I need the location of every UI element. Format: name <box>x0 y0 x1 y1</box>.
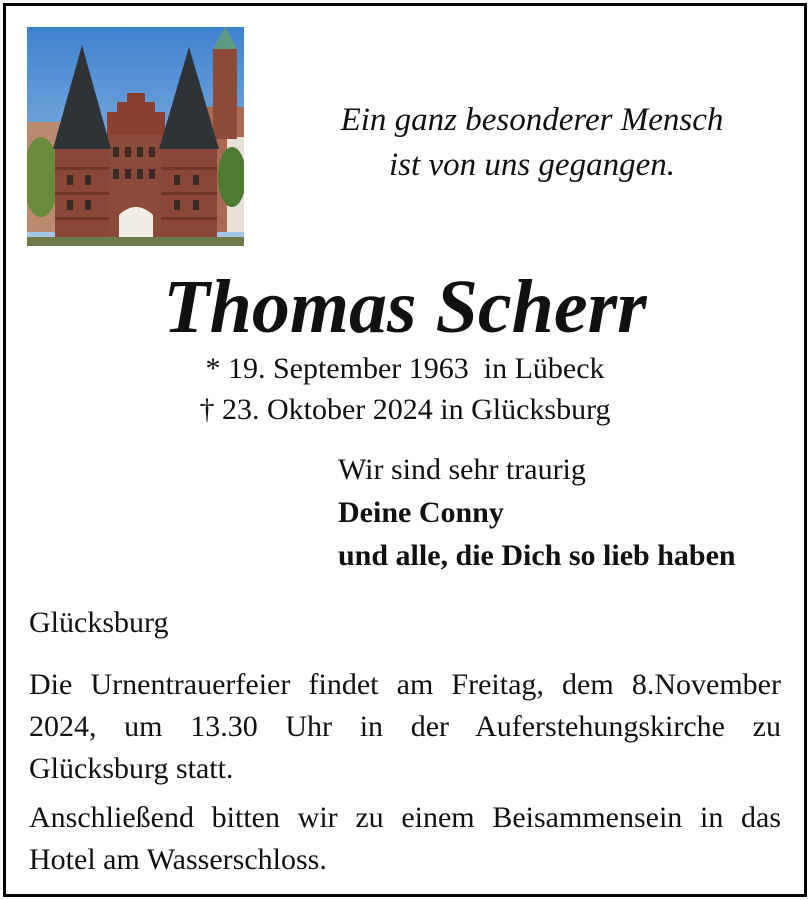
motto-line-1: Ein ganz besonderer Mensch <box>340 102 724 138</box>
signoff-line-3: und alle, die Dich so lieb haben <box>338 539 736 572</box>
mourners-signoff <box>338 448 736 577</box>
birth-date: * 19. September 1963 in Lübeck <box>205 352 605 385</box>
holstentor-photo <box>27 27 244 246</box>
place-of-residence: Glücksburg <box>29 606 169 639</box>
life-dates <box>0 348 810 430</box>
motto <box>262 98 802 188</box>
motto-line-2: ist von uns gegangen. <box>389 147 675 183</box>
funeral-info: Die Urnentrauerfeier findet am Freitag, dem 8.November 2024, um 13.30 Uhr in der Auferstehungskirche zu Glücksburg statt. <box>29 668 781 785</box>
death-date: † 23. Oktober 2024 in Glücksburg <box>199 393 611 426</box>
signoff-line-2: Deine Conny <box>338 496 504 529</box>
deceased-name: Thomas Scherr <box>163 265 647 349</box>
signoff-line-1: Wir sind sehr traurig <box>338 453 586 486</box>
gathering-info: Anschließend bitten wir zu einem Beisammensein in das Hotel am Wasserschloss. <box>29 801 781 876</box>
